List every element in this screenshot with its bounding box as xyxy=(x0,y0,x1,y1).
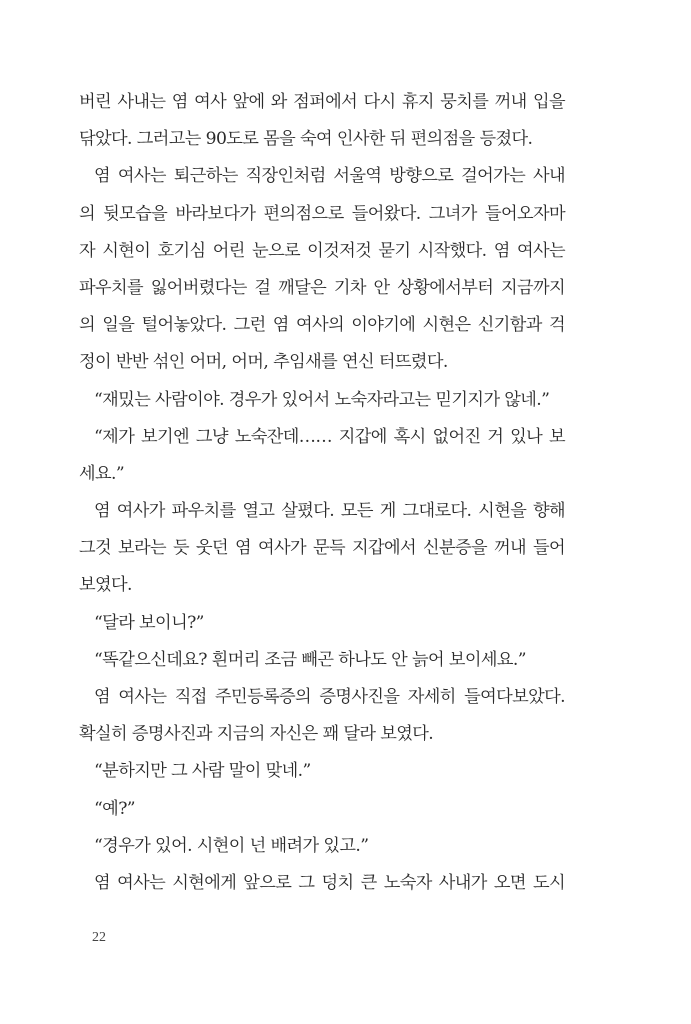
text-line: 닦았다. 그러고는 90도로 몸을 숙여 인사한 뒤 편의점을 등졌다. xyxy=(79,129,533,150)
text-line: “예?” xyxy=(94,798,135,819)
text-line: 염 여사는 직접 주민등록증의 증명사진을 자세히 들여다보았다. xyxy=(94,687,565,707)
text-line: “제가 보기엔 그냥 노숙잔데…… 지갑에 혹시 없어진 거 있나 보 xyxy=(94,426,565,447)
text-line: “분하지만 그 사람 말이 맞네.” xyxy=(94,761,311,782)
text-line: 정이 반반 섞인 어머, 어머, 추임새를 연신 터뜨렸다. xyxy=(79,352,448,373)
page-number: 22 xyxy=(92,930,106,945)
text-line: “재밌는 사람이야. 경우가 있어서 노숙자라고는 믿기지가 않네.” xyxy=(94,389,550,410)
text-line: 세요.” xyxy=(79,463,125,484)
text-line: 염 여사는 퇴근하는 직장인처럼 서울역 방향으로 걸어가는 사내 xyxy=(94,166,565,187)
text-line: 자 시현이 호기심 어린 눈으로 이것저것 묻기 시작했다. 염 여사는 xyxy=(79,240,565,261)
text-line: 그것 보라는 듯 웃던 염 여사가 문득 지갑에서 신분증을 꺼내 들어 xyxy=(79,538,565,559)
text-line: 버린 사내는 염 여사 앞에 와 점퍼에서 다시 휴지 뭉치를 꺼내 입을 xyxy=(79,92,565,112)
text-line: 파우치를 잃어버렸다는 걸 깨달은 기차 안 상황에서부터 지금까지 xyxy=(79,277,565,298)
text-line: 의 뒷모습을 바라보다가 편의점으로 들어왔다. 그녀가 들어오자마 xyxy=(79,203,565,224)
text-line: “경우가 있어. 시현이 넌 배려가 있고.” xyxy=(94,835,369,856)
text-line: “달라 보이니?” xyxy=(94,612,204,633)
text-line: 의 일을 털어놓았다. 그런 염 여사의 이야기에 시현은 신기함과 걱 xyxy=(79,315,565,336)
body-text xyxy=(79,84,565,902)
text-line: 보였다. xyxy=(79,575,132,596)
text-line: 염 여사가 파우치를 열고 살폈다. 모든 게 그대로다. 시현을 향해 xyxy=(94,501,565,522)
text-line: 염 여사는 시현에게 앞으로 그 덩치 큰 노숙자 사내가 오면 도시 xyxy=(94,872,565,893)
text-line: 확실히 증명사진과 지금의 자신은 꽤 달라 보였다. xyxy=(79,724,434,745)
text-line: “똑같으신데요? 흰머리 조금 빼곤 하나도 안 늙어 보이세요.” xyxy=(94,649,526,670)
